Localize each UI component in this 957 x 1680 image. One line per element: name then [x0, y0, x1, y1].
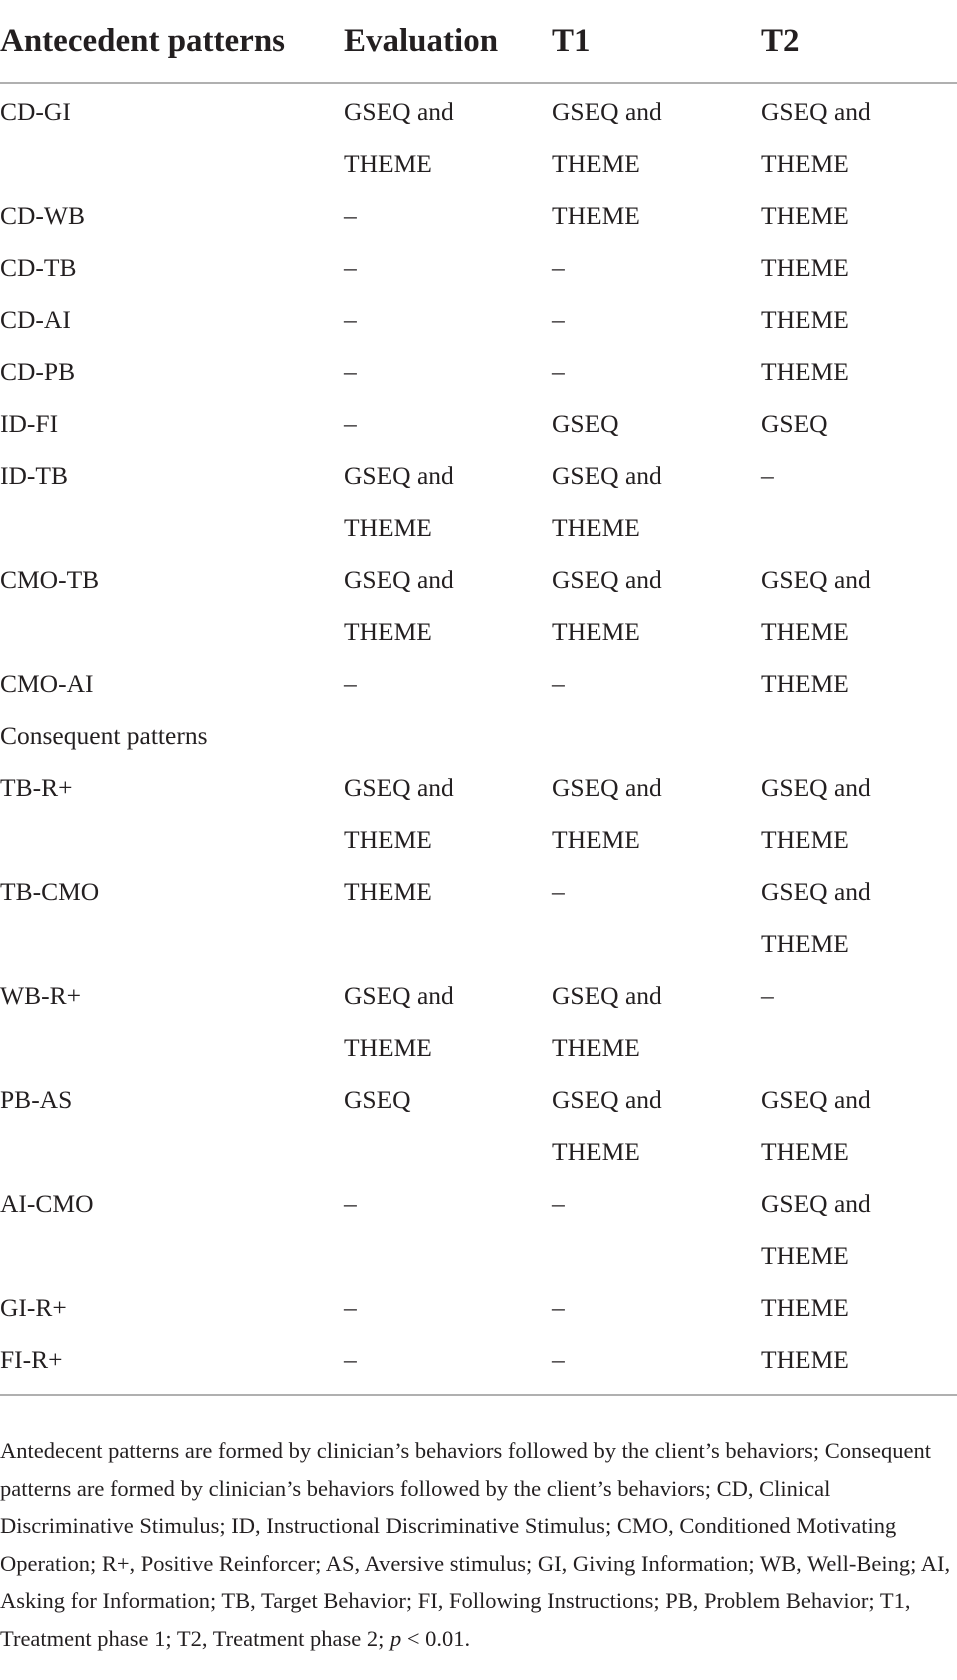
t1-cell-text: GSEQ and THEME: [552, 565, 662, 646]
t1-cell: [552, 1282, 761, 1334]
table-row: [0, 1074, 957, 1178]
t1-cell-text: –: [552, 253, 565, 282]
pattern-label: [0, 1178, 344, 1282]
pattern-label: [0, 242, 344, 294]
t2-cell: [761, 554, 957, 658]
table-bottom-rule: [0, 1394, 957, 1396]
evaluation-cell: [344, 398, 552, 450]
evaluation-cell: [344, 190, 552, 242]
pattern-label-text: CD-AI: [0, 305, 71, 334]
evaluation-cell-text: GSEQ and THEME: [344, 97, 454, 178]
t2-cell-text: GSEQ and THEME: [761, 565, 871, 646]
t2-cell: [761, 710, 957, 762]
t2-cell-text: GSEQ: [761, 409, 828, 438]
t2-cell: [761, 970, 957, 1074]
evaluation-cell: [344, 1074, 552, 1178]
t2-cell: [761, 398, 957, 450]
evaluation-cell: [344, 710, 552, 762]
pattern-label-text: CD-WB: [0, 201, 85, 230]
t2-cell-text: GSEQ and THEME: [761, 97, 871, 178]
t2-cell: [761, 1178, 957, 1282]
t2-cell-text: GSEQ and THEME: [761, 1085, 871, 1166]
t2-cell-text: GSEQ and THEME: [761, 773, 871, 854]
header-t2: T2: [761, 0, 957, 83]
table-row: [0, 710, 957, 762]
table-row: [0, 1282, 957, 1334]
t2-cell-text: –: [761, 461, 774, 490]
t2-cell-text: THEME: [761, 201, 849, 230]
footnote-text: Antedecent patterns are formed by clinician’s behaviors followed by the client’s behaviors; Consequent patterns are formed by clinician’s behaviors followed by the client’s behaviors; CD, Clinical Discriminative Stimulus; ID, Instructional Discriminative Stimulus; CMO, Conditioned Motivating Operation; R+, Positive Reinforcer; AS, Aversive stimulus; GI, Giving Information; WB, Well-Being; AI, Asking for Information; TB, Target Behavior; FI, Following Instructions; PB, Problem Behavior; T1, Treatment phase 1; T2, Treatment phase 2;: [0, 1438, 951, 1651]
evaluation-cell: [344, 242, 552, 294]
evaluation-cell-text: –: [344, 409, 357, 438]
t2-cell: [761, 1074, 957, 1178]
pattern-label-text: CMO-AI: [0, 669, 94, 698]
evaluation-cell: [344, 866, 552, 970]
evaluation-cell: [344, 970, 552, 1074]
t2-cell-text: THEME: [761, 305, 849, 334]
footnote-paragraph: [0, 1420, 957, 1657]
pattern-label: [0, 710, 344, 762]
evaluation-cell: [344, 1334, 552, 1394]
t1-cell-text: GSEQ and THEME: [552, 773, 662, 854]
t1-cell: [552, 1074, 761, 1178]
t1-cell: [552, 554, 761, 658]
evaluation-cell-text: GSEQ: [344, 1085, 411, 1114]
t1-cell-text: –: [552, 877, 565, 906]
pattern-label: [0, 346, 344, 398]
t1-cell: [552, 1334, 761, 1394]
pattern-label: [0, 658, 344, 710]
pattern-label-text: AI-CMO: [0, 1189, 94, 1218]
t1-cell: [552, 398, 761, 450]
pattern-label: [0, 762, 344, 866]
evaluation-cell: [344, 346, 552, 398]
t1-cell: [552, 970, 761, 1074]
t2-cell: [761, 1282, 957, 1334]
evaluation-cell: [344, 1178, 552, 1282]
evaluation-cell-text: GSEQ and THEME: [344, 565, 454, 646]
t2-cell: [761, 658, 957, 710]
table-body: [0, 83, 957, 1394]
header-antecedent-patterns: Antecedent patterns: [0, 0, 344, 83]
pattern-label: [0, 1334, 344, 1394]
evaluation-cell: [344, 294, 552, 346]
pattern-label-text: FI-R+: [0, 1345, 63, 1374]
t1-cell: [552, 710, 761, 762]
t2-cell: [761, 83, 957, 190]
evaluation-cell-text: –: [344, 305, 357, 334]
t2-cell-text: THEME: [761, 253, 849, 282]
t1-cell: [552, 242, 761, 294]
table-header-row: [0, 0, 957, 83]
t2-cell: [761, 346, 957, 398]
t1-cell: [552, 450, 761, 554]
table-row: [0, 450, 957, 554]
pattern-label-text: CMO-TB: [0, 565, 100, 594]
evaluation-cell-text: –: [344, 253, 357, 282]
pattern-label: [0, 866, 344, 970]
pattern-label: [0, 450, 344, 554]
evaluation-cell-text: GSEQ and THEME: [344, 981, 454, 1062]
t1-cell: [552, 346, 761, 398]
evaluation-cell-text: –: [344, 357, 357, 386]
evaluation-cell-text: –: [344, 1189, 357, 1218]
evaluation-cell-text: –: [344, 669, 357, 698]
pattern-label: [0, 970, 344, 1074]
t2-cell-text: THEME: [761, 669, 849, 698]
evaluation-cell: [344, 83, 552, 190]
pattern-label-text: CD-PB: [0, 357, 76, 386]
table-row: [0, 970, 957, 1074]
t1-cell: [552, 83, 761, 190]
pattern-label-text: ID-TB: [0, 461, 68, 490]
t1-cell: [552, 658, 761, 710]
t1-cell-text: –: [552, 357, 565, 386]
table-row: [0, 83, 957, 190]
pattern-label-text: TB-R+: [0, 773, 73, 802]
evaluation-cell-text: –: [344, 1293, 357, 1322]
table-row: [0, 346, 957, 398]
t2-cell: [761, 190, 957, 242]
t1-cell-text: –: [552, 1189, 565, 1218]
t2-cell: [761, 450, 957, 554]
table-footnote: [0, 1420, 957, 1657]
t1-cell-text: GSEQ: [552, 409, 619, 438]
footnote-p-value: < 0.01.: [401, 1625, 471, 1651]
pattern-label: [0, 190, 344, 242]
table-row: [0, 866, 957, 970]
t1-cell-text: GSEQ and THEME: [552, 981, 662, 1062]
t2-cell: [761, 866, 957, 970]
t2-cell-text: THEME: [761, 1293, 849, 1322]
evaluation-cell-text: –: [344, 201, 357, 230]
table-row: [0, 762, 957, 866]
table-row: [0, 554, 957, 658]
t2-cell-text: THEME: [761, 357, 849, 386]
t1-cell-text: GSEQ and THEME: [552, 97, 662, 178]
evaluation-cell: [344, 554, 552, 658]
evaluation-cell: [344, 658, 552, 710]
t1-cell-text: –: [552, 669, 565, 698]
t1-cell: [552, 190, 761, 242]
footnote-p-symbol: p: [389, 1625, 402, 1651]
evaluation-cell-text: THEME: [344, 877, 432, 906]
evaluation-cell: [344, 450, 552, 554]
t2-cell-text: –: [761, 981, 774, 1010]
pattern-label: [0, 83, 344, 190]
t2-cell: [761, 762, 957, 866]
pattern-label-text: WB-R+: [0, 981, 81, 1010]
t1-cell: [552, 1178, 761, 1282]
table-row: [0, 1334, 957, 1394]
t2-cell-text: GSEQ and THEME: [761, 1189, 871, 1270]
table-row: [0, 242, 957, 294]
pattern-label-text: CD-GI: [0, 97, 71, 126]
t2-cell: [761, 294, 957, 346]
evaluation-cell-text: GSEQ and THEME: [344, 461, 454, 542]
t2-cell: [761, 1334, 957, 1394]
pattern-label-text: PB-AS: [0, 1085, 73, 1114]
table-row: [0, 1178, 957, 1282]
evaluation-cell: [344, 1282, 552, 1334]
pattern-label: [0, 294, 344, 346]
evaluation-cell: [344, 762, 552, 866]
pattern-label-text: TB-CMO: [0, 877, 100, 906]
t1-cell: [552, 866, 761, 970]
table-row: [0, 190, 957, 242]
pattern-label: [0, 398, 344, 450]
t2-cell: [761, 242, 957, 294]
pattern-label-text: CD-TB: [0, 253, 77, 282]
table-row: [0, 294, 957, 346]
pattern-label: [0, 1282, 344, 1334]
t1-cell: [552, 762, 761, 866]
t1-cell-text: –: [552, 305, 565, 334]
table-row: [0, 398, 957, 450]
t1-cell-text: –: [552, 1345, 565, 1374]
pattern-label-text: Consequent patterns: [0, 721, 208, 750]
pattern-label: [0, 554, 344, 658]
table-row: [0, 658, 957, 710]
pattern-label: [0, 1074, 344, 1178]
pattern-label-text: GI-R+: [0, 1293, 67, 1322]
pattern-label-text: ID-FI: [0, 409, 59, 438]
evaluation-cell-text: GSEQ and THEME: [344, 773, 454, 854]
t2-cell-text: GSEQ and THEME: [761, 877, 871, 958]
t2-cell-text: THEME: [761, 1345, 849, 1374]
t1-cell-text: –: [552, 1293, 565, 1322]
t1-cell: [552, 294, 761, 346]
header-t1: T1: [552, 0, 761, 83]
t1-cell-text: THEME: [552, 201, 640, 230]
evaluation-cell-text: –: [344, 1345, 357, 1374]
t1-cell-text: GSEQ and THEME: [552, 1085, 662, 1166]
t1-cell-text: GSEQ and THEME: [552, 461, 662, 542]
header-evaluation: Evaluation: [344, 0, 552, 83]
